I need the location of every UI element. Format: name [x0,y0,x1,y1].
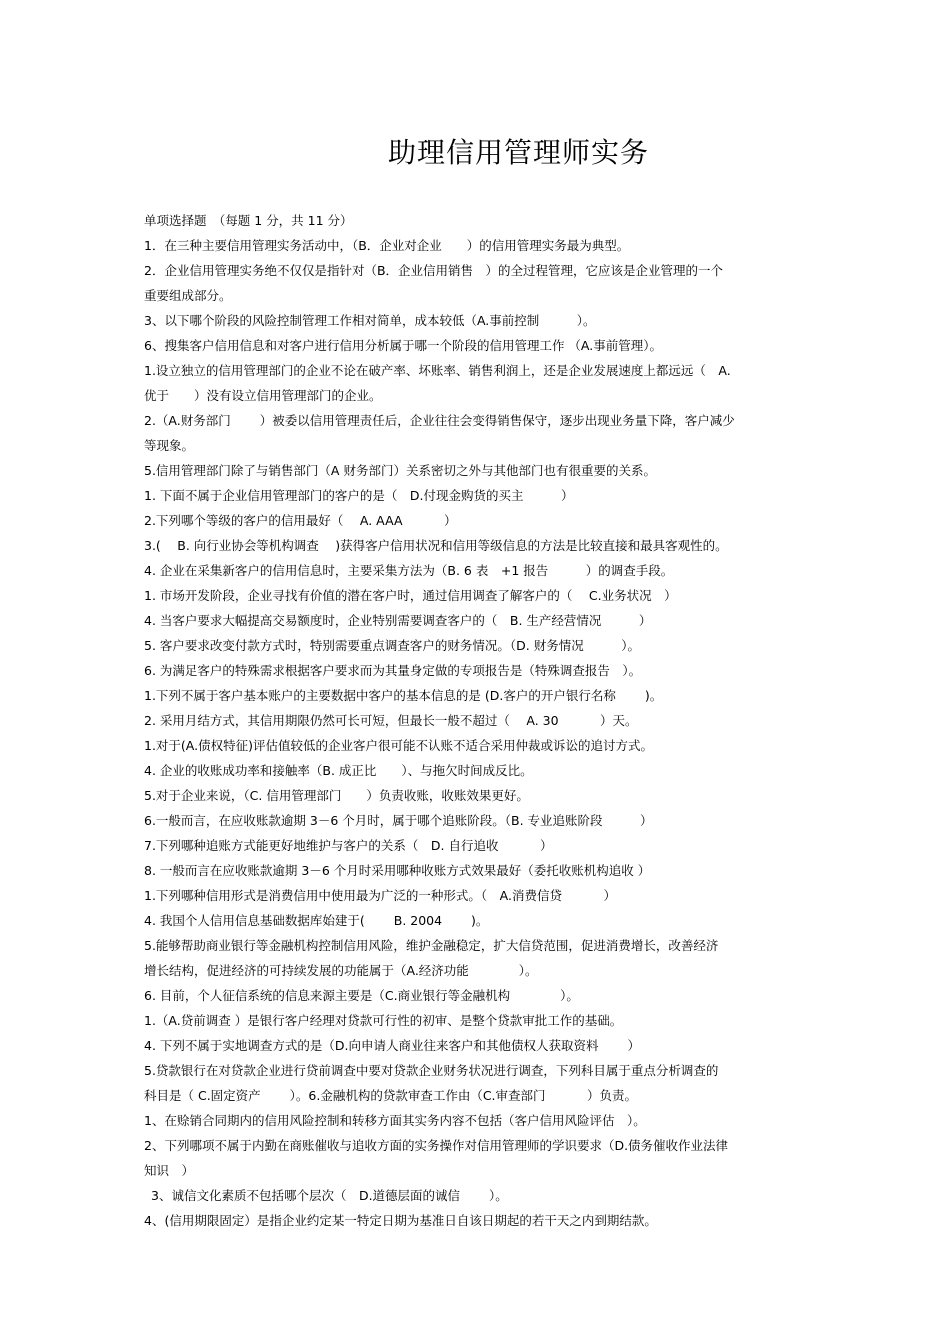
question-line: 1. 市场开发阶段，企业寻找有价值的潜在客户时，通过信用调查了解客户的（ C.业务状况 ） [144,588,677,603]
question-line: 8. 一般而言在应收账款逾期 3－6 个月时采用哪种收账方式效果最好（委托收账机构追收 ） [144,863,651,878]
question-line: 4. 企业在采集新客户的信用信息时，主要采集方法为（B. 6 表 +1 报告 ）的调查手段。 [144,563,674,578]
question-line: 2. 采用月结方式，其信用期限仍然可长可短，但最长一般不超过（ A. 30 ）天。 [144,713,638,728]
question-line: 等现象。 [144,438,195,453]
question-line: 5. 客户要求改变付款方式时，特别需要重点调查客户的财务情况。（D. 财务情况 ）。 [144,638,640,653]
question-line: 优于 ）没有设立信用管理部门的企业。 [144,388,382,403]
question-line: 5.贷款银行在对贷款企业进行贷前调查中要对贷款企业财务状况进行调查，下列科目属于重点分析调查的 [144,1063,719,1078]
question-line: 1.对于(A.债权特征)评估值较低的企业客户很可能不认账不适合采用仲裁或诉讼的追讨方式。 [144,738,653,753]
question-line: 4. 下列不属于实地调查方式的是（D.向申请人商业往来客户和其他债权人获取资料 ） [144,1038,640,1053]
question-line: 6. 目前，个人征信系统的信息来源主要是（C.商业银行等金融机构 ）。 [144,988,579,1003]
question-line: 1、在赊销合同期内的信用风险控制和转移方面其实务内容不包括（客户信用风险评估 ）。 [144,1113,646,1128]
question-line: 4. 我国个人信用信息基础数据库始建于( B. 2004 )。 [144,913,489,928]
question-line: 1. 下面不属于企业信用管理部门的客户的是（ D.付现金购货的买主 ） [144,488,574,503]
question-line: 重要组成部分。 [144,288,232,303]
question-line: 1.下列不属于客户基本账户的主要数据中客户的基本信息的是 (D.客户的开户银行名称 )。 [144,688,663,703]
question-line: 5.信用管理部门除了与销售部门（A 财务部门）关系密切之外与其他部门也有很重要的关系。 [144,463,656,478]
question-line: 3、诚信文化素质不包括哪个层次（ D.道德层面的诚信 ）。 [151,1188,508,1203]
section-heading: 单项选择题 （每题 1 分，共 11 分） [144,213,353,228]
question-line: 4、(信用期限固定）是指企业约定某一特定日期为基准日自该日期起的若干天之内到期结款。 [144,1213,657,1228]
question-line: 6.一般而言，在应收账款逾期 3－6 个月时，属于哪个追账阶段。（B. 专业追账阶段 ） [144,813,653,828]
question-line: 5.能够帮助商业银行等金融机构控制信用风险，维护金融稳定，扩大信贷范围，促进消费增长，改善经济 [144,938,719,953]
question-line: 1.下列哪种信用形式是消费信用中使用最为广泛的一种形式。（ A.消费信贷 ） [144,888,616,903]
question-line: 知识 ） [144,1163,195,1178]
question-line: 4. 企业的收账成功率和接触率（B. 成正比 ）、与拖欠时间成反比。 [144,763,533,778]
question-line: 5.对于企业来说，（C. 信用管理部门 ）负责收账，收账效果更好。 [144,788,529,803]
question-line: 1.设立独立的信用管理部门的企业不论在破产率、坏账率、销售利润上，还是企业发展速度上都远远（ A. [144,363,731,378]
document-title: 助理信用管理师实务 [388,136,650,169]
question-line: 1．在三种主要信用管理实务活动中，（B．企业对企业 ）的信用管理实务最为典型。 [144,238,630,253]
question-line: 7.下列哪种追账方式能更好地维护与客户的关系（ D. 自行追收 ） [144,838,553,853]
question-line: 2、下列哪项不属于内勤在商账催收与追收方面的实务操作对信用管理师的学识要求（D.债务催收作业法律 [144,1138,729,1153]
question-line: 6. 为满足客户的特殊需求根据客户要求而为其量身定做的专项报告是（特殊调查报告 ）。 [144,663,642,678]
question-line: 3.( B. 向行业协会等机构调查 )获得客户信用状况和信用等级信息的方法是比较直接和最具客观性的。 [144,538,728,553]
question-line: 1.（A.贷前调查 ）是银行客户经理对贷款可行性的初审、是整个贷款审批工作的基础。 [144,1013,623,1028]
question-line: 4. 当客户要求大幅提高交易额度时，企业特别需要调查客户的（ B. 生产经营情况 ） [144,613,652,628]
document-body [144,208,812,1233]
question-line: 6、搜集客户信用信息和对客户进行信用分析属于哪一个阶段的信用管理工作 （A.事前管理）。 [144,338,662,353]
question-line: 2．企业信用管理实务绝不仅仅是指针对（B．企业信用销售 ）的全过程管理，它应该是企业管理的一个 [144,263,724,278]
question-line: 2.（A.财务部门 ）被委以信用管理责任后，企业往往会变得销售保守，逐步出现业务量下降，客户减少 [144,413,735,428]
question-line: 2.下列哪个等级的客户的信用最好（ A. AAA ） [144,513,457,528]
question-line: 3、以下哪个阶段的风险控制管理工作相对简单，成本较低（A.事前控制 ）。 [144,313,596,328]
question-line: 科目是（ C.固定资产 ）。6.金融机构的贷款审查工作由（C.审查部门 ）负责。 [144,1088,638,1103]
question-line: 增长结构，促进经济的可持续发展的功能属于（A.经济功能 ）。 [144,963,538,978]
